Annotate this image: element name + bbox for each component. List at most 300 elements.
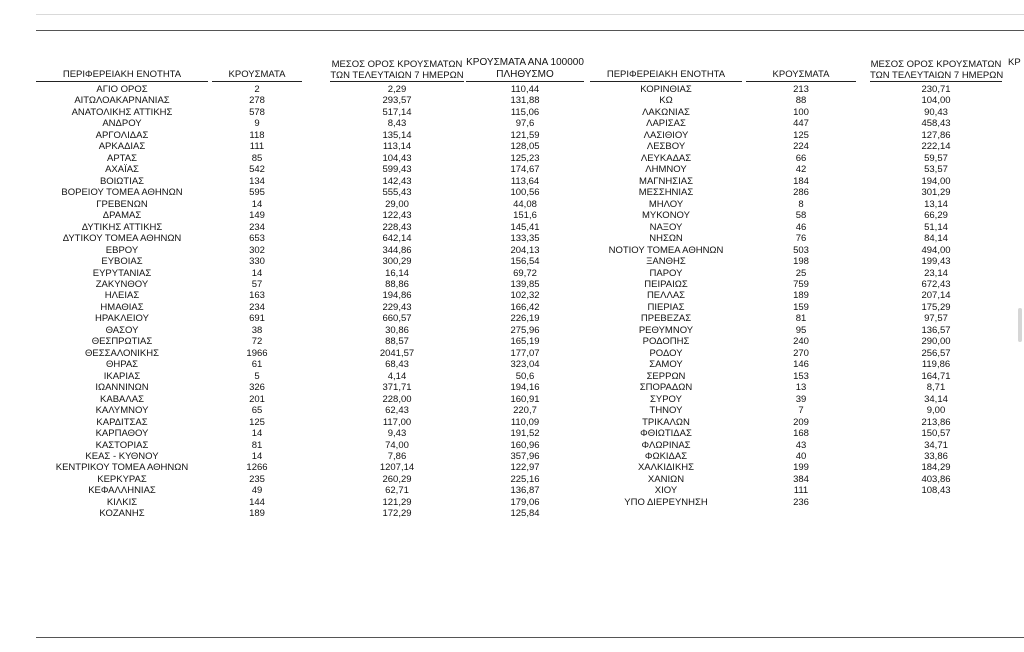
left-region-cell: ΔΥΤΙΚΗΣ ΑΤΤΙΚΗΣ <box>81 221 163 233</box>
table-row <box>0 141 1024 152</box>
left-region-cell: ΑΝΔΡΟΥ <box>102 118 142 130</box>
left-per100k-cell: 225,16 <box>510 473 540 485</box>
right-region-cell: ΠΑΡΟΥ <box>649 267 683 279</box>
left-cases-cell: 14 <box>251 451 263 462</box>
right-avg-cell: 8,71 <box>926 382 946 394</box>
header-underline <box>590 81 742 82</box>
header-cases-left: ΚΡΟΥΣΜΑΤΑ <box>228 69 286 80</box>
header-cases-right: ΚΡΟΥΣΜΑΤΑ <box>772 69 830 80</box>
left-cases-cell: 278 <box>249 95 265 107</box>
left-avg-cell: 517,14 <box>382 106 412 118</box>
right-avg-cell: 53,57 <box>924 164 948 176</box>
left-avg-cell: 7,86 <box>387 451 407 462</box>
right-cases-cell: 146 <box>793 359 809 371</box>
left-avg-cell: 194,86 <box>382 290 412 302</box>
right-cases-cell: 236 <box>793 496 809 508</box>
header-region-right: ΠΕΡΙΦΕΡΕΙΑΚΗ ΕΝΟΤΗΤΑ <box>606 69 726 80</box>
left-per100k-cell: 110,44 <box>510 84 540 95</box>
right-region-cell: ΣΕΡΡΩΝ <box>646 370 686 382</box>
left-region-cell: ΑΙΤΩΛΟΑΚΑΡΝΑΝΙΑΣ <box>74 95 170 107</box>
left-avg-cell: 142,43 <box>382 175 412 187</box>
left-region-cell: ΚΑΒΑΛΑΣ <box>100 393 144 405</box>
left-avg-cell: 228,43 <box>382 221 412 233</box>
right-avg-cell: 672,43 <box>921 278 951 290</box>
right-region-cell: ΤΗΝΟΥ <box>649 405 683 417</box>
left-region-cell: ΓΡΕΒΕΝΩΝ <box>96 198 148 210</box>
left-region-cell: ΕΥΡΥΤΑΝΙΑΣ <box>92 267 152 279</box>
right-region-cell: ΜΕΣΣΗΝΙΑΣ <box>638 187 694 199</box>
left-per100k-cell: 191,52 <box>510 428 540 440</box>
right-cases-cell: 286 <box>793 187 809 199</box>
left-cases-cell: 5 <box>254 370 260 382</box>
right-region-cell: ΛΗΜΝΟΥ <box>645 164 687 176</box>
table-row <box>0 359 1024 370</box>
right-cases-cell: 95 <box>795 324 807 336</box>
right-avg-cell: 34,71 <box>924 439 948 451</box>
table-row <box>0 371 1024 382</box>
left-region-cell: ΒΟΙΩΤΙΑΣ <box>99 175 145 187</box>
left-per100k-cell: 160,96 <box>510 439 540 451</box>
left-per100k-cell: 194,16 <box>510 382 540 394</box>
right-avg-cell: 301,29 <box>921 187 951 199</box>
left-region-cell: ΗΡΑΚΛΕΙΟΥ <box>95 313 149 325</box>
left-region-cell: ΚΕΝΤΡΙΚΟΥ ΤΟΜΕΑ ΑΘΗΝΩΝ <box>55 462 189 474</box>
left-region-cell: ΚΕΡΚΥΡΑΣ <box>97 473 147 485</box>
left-per100k-cell: 133,35 <box>510 233 540 245</box>
left-region-cell: ΑΡΓΟΛΙΔΑΣ <box>95 129 149 141</box>
left-per100k-cell: 165,19 <box>510 336 540 348</box>
left-avg-cell: 228,00 <box>382 393 412 405</box>
table-row <box>0 405 1024 416</box>
left-region-cell: ΙΚΑΡΙΑΣ <box>103 370 141 382</box>
left-avg-cell: 135,14 <box>382 129 412 141</box>
left-per100k-cell: 128,05 <box>510 141 540 153</box>
table-row <box>0 290 1024 301</box>
table-row <box>0 313 1024 324</box>
header-region-left: ΠΕΡΙΦΕΡΕΙΑΚΗ ΕΝΟΤΗΤΑ <box>62 69 182 80</box>
table-row <box>0 382 1024 393</box>
left-per100k-cell: 115,06 <box>510 106 540 118</box>
left-avg-cell: 555,43 <box>382 187 412 199</box>
left-cases-cell: 49 <box>251 485 263 497</box>
table-row <box>0 394 1024 405</box>
right-region-cell: ΠΙΕΡΙΑΣ <box>647 301 685 313</box>
left-cases-cell: 9 <box>254 118 260 130</box>
left-cases-cell: 595 <box>249 187 265 199</box>
right-region-cell: ΣΑΜΟΥ <box>649 359 683 371</box>
right-region-cell: ΥΠΟ ΔΙΕΡΕΥΝΗΣΗ <box>624 496 708 508</box>
right-region-cell: ΣΥΡΟΥ <box>650 393 682 405</box>
right-cases-cell: 270 <box>793 347 809 359</box>
left-per100k-cell: 50,6 <box>515 370 535 382</box>
left-per100k-cell: 139,85 <box>510 278 540 290</box>
right-cases-cell: 25 <box>795 267 807 279</box>
left-region-cell: ΚΑΣΤΟΡΙΑΣ <box>95 439 149 451</box>
right-avg-cell: 66,29 <box>924 210 948 222</box>
right-avg-cell: 199,43 <box>921 256 951 268</box>
right-region-cell: ΛΑΡΙΣΑΣ <box>646 118 686 130</box>
left-cases-cell: 14 <box>251 428 263 440</box>
left-avg-cell: 74,00 <box>385 439 409 451</box>
table-row <box>0 485 1024 496</box>
right-region-cell: ΧΙΟΥ <box>654 485 678 497</box>
table-row <box>0 107 1024 118</box>
right-avg-cell: 222,14 <box>921 141 951 153</box>
right-cases-cell: 39 <box>795 393 807 405</box>
right-avg-cell: 403,86 <box>921 473 951 485</box>
left-cases-cell: 149 <box>249 210 265 222</box>
right-cases-cell: 66 <box>795 152 807 164</box>
right-cases-cell: 8 <box>798 198 804 210</box>
left-region-cell: ΚΑΡΠΑΘΟΥ <box>95 428 149 440</box>
left-avg-cell: 122,43 <box>382 210 412 222</box>
right-cases-cell: 7 <box>798 405 804 417</box>
right-region-cell: ΚΩ <box>659 95 673 107</box>
left-avg-cell: 2,29 <box>387 84 407 95</box>
right-cases-cell: 224 <box>793 141 809 153</box>
table-row <box>0 222 1024 233</box>
right-avg-cell: 104,00 <box>921 95 951 107</box>
left-cases-cell: 118 <box>249 129 265 141</box>
right-avg-cell: 34,14 <box>924 393 948 405</box>
table-row <box>0 440 1024 451</box>
left-avg-cell: 344,86 <box>382 244 412 256</box>
header-underline <box>36 81 208 82</box>
right-cases-cell: 42 <box>795 164 807 176</box>
right-cases-cell: 76 <box>795 233 807 245</box>
table-row <box>0 233 1024 244</box>
left-per100k-cell: 113,64 <box>510 175 540 187</box>
left-per100k-cell: 179,06 <box>510 496 540 508</box>
left-per100k-cell: 323,04 <box>510 359 540 371</box>
bottom-divider <box>36 637 1024 638</box>
header-per100k-line2: ΠΛΗΘΥΣΜΟ <box>496 69 554 80</box>
left-cases-cell: 691 <box>249 313 265 325</box>
table-row <box>0 199 1024 210</box>
right-cases-cell: 46 <box>795 221 807 233</box>
right-avg-cell: 494,00 <box>921 244 951 256</box>
table-row <box>0 497 1024 508</box>
right-avg-cell: 90,43 <box>924 106 948 118</box>
left-avg-cell: 8,43 <box>387 118 407 130</box>
left-avg-cell: 104,43 <box>382 152 412 164</box>
left-per100k-cell: 100,56 <box>510 187 540 199</box>
right-cases-cell: 184 <box>793 175 809 187</box>
right-cases-cell: 189 <box>793 290 809 302</box>
table-row <box>0 348 1024 359</box>
left-region-cell: ΗΜΑΘΙΑΣ <box>100 301 144 313</box>
right-cases-cell: 153 <box>793 370 809 382</box>
table-row <box>0 176 1024 187</box>
header-per100k-line1: ΚΡΟΥΣΜΑΤΑ ΑΝΑ 100000 <box>466 57 584 68</box>
left-region-cell: ΒΟΡΕΙΟΥ ΤΟΜΕΑ ΑΘΗΝΩΝ <box>61 187 183 199</box>
right-avg-cell: 23,14 <box>924 267 948 279</box>
left-region-cell: ΚΙΛΚΙΣ <box>106 496 138 508</box>
left-region-cell: ΚΟΖΑΝΗΣ <box>99 508 145 520</box>
right-region-cell: ΦΛΩΡΙΝΑΣ <box>641 439 691 451</box>
right-region-cell: ΠΕΙΡΑΙΩΣ <box>644 278 688 290</box>
right-cases-cell: 384 <box>793 473 809 485</box>
left-cases-cell: 14 <box>251 198 263 210</box>
table-row <box>0 325 1024 336</box>
left-avg-cell: 642,14 <box>382 233 412 245</box>
left-per100k-cell: 151,6 <box>513 210 537 222</box>
right-cases-cell: 759 <box>793 278 809 290</box>
right-avg-cell: 127,86 <box>921 129 951 141</box>
left-cases-cell: 201 <box>249 393 265 405</box>
table-row <box>0 451 1024 462</box>
left-cases-cell: 1966 <box>246 347 268 359</box>
left-avg-cell: 117,00 <box>382 416 412 428</box>
left-cases-cell: 14 <box>251 267 263 279</box>
right-cases-cell: 88 <box>795 95 807 107</box>
right-cases-cell: 503 <box>793 244 809 256</box>
table-row <box>0 187 1024 198</box>
left-per100k-cell: 125,84 <box>510 508 540 520</box>
left-per100k-cell: 177,07 <box>510 347 540 359</box>
right-avg-cell: 207,14 <box>921 290 951 302</box>
table-row <box>0 508 1024 519</box>
left-per100k-cell: 97,6 <box>515 118 535 130</box>
right-avg-cell: 108,43 <box>921 485 951 497</box>
table-row <box>0 268 1024 279</box>
left-region-cell: ΘΕΣΣΑΛΟΝΙΚΗΣ <box>85 347 159 359</box>
right-region-cell: ΝΑΞΟΥ <box>649 221 683 233</box>
data-table <box>0 84 1024 520</box>
right-region-cell: ΚΟΡΙΝΘΙΑΣ <box>640 84 692 95</box>
left-per100k-cell: 357,96 <box>510 451 540 462</box>
header-avg-line1-left: ΜΕΣΟΣ ΟΡΟΣ ΚΡΟΥΣΜΑΤΩΝ <box>331 59 463 70</box>
right-avg-cell: 84,14 <box>924 233 948 245</box>
right-avg-cell: 230,71 <box>921 84 951 95</box>
left-avg-cell: 113,14 <box>382 141 412 153</box>
right-cases-cell: 58 <box>795 210 807 222</box>
left-cases-cell: 326 <box>249 382 265 394</box>
right-avg-cell: 213,86 <box>921 416 951 428</box>
left-per100k-cell: 102,32 <box>510 290 540 302</box>
left-avg-cell: 9,43 <box>387 428 407 440</box>
header-underline <box>870 81 1002 82</box>
right-region-cell: ΛΕΥΚΑΔΑΣ <box>640 152 692 164</box>
left-per100k-cell: 110,09 <box>510 416 540 428</box>
right-region-cell: ΡΟΔΟΠΗΣ <box>642 336 690 348</box>
left-per100k-cell: 275,96 <box>510 324 540 336</box>
left-cases-cell: 1266 <box>246 462 268 474</box>
left-region-cell: ΑΓΙΟ ΟΡΟΣ <box>96 84 148 95</box>
header-avg-line2-left: ΤΩΝ ΤΕΛΕΥΤΑΙΩΝ 7 ΗΜΕΡΩΝ <box>330 70 464 81</box>
header-avg-line2-right: ΤΩΝ ΤΕΛΕΥΤΑΙΩΝ 7 ΗΜΕΡΩΝ <box>870 70 1004 81</box>
right-avg-cell: 290,00 <box>921 336 951 348</box>
table-row <box>0 210 1024 221</box>
right-region-cell: ΠΡΕΒΕΖΑΣ <box>640 313 692 325</box>
right-cases-cell: 240 <box>793 336 809 348</box>
left-per100k-cell: 121,59 <box>510 129 540 141</box>
right-region-cell: ΛΑΣΙΘΙΟΥ <box>643 129 689 141</box>
right-cases-cell: 40 <box>795 451 807 462</box>
right-region-cell: ΠΕΛΛΑΣ <box>646 290 686 302</box>
right-cases-cell: 168 <box>793 428 809 440</box>
left-per100k-cell: 174,67 <box>510 164 540 176</box>
left-per100k-cell: 136,87 <box>510 485 540 497</box>
right-avg-cell: 458,43 <box>921 118 951 130</box>
left-cases-cell: 111 <box>249 141 265 153</box>
left-avg-cell: 293,57 <box>382 95 412 107</box>
header-avg-line1-right: ΜΕΣΟΣ ΟΡΟΣ ΚΡΟΥΣΜΑΤΩΝ <box>870 59 1002 70</box>
left-region-cell: ΑΡΚΑΔΙΑΣ <box>98 141 146 153</box>
right-avg-cell: 150,57 <box>921 428 951 440</box>
left-avg-cell: 599,43 <box>382 164 412 176</box>
left-avg-cell: 1207,14 <box>379 462 415 474</box>
right-region-cell: ΤΡΙΚΑΛΩΝ <box>642 416 690 428</box>
table-row <box>0 417 1024 428</box>
right-cases-cell: 81 <box>795 313 807 325</box>
right-avg-cell: 175,29 <box>921 301 951 313</box>
table-row <box>0 474 1024 485</box>
left-cases-cell: 542 <box>249 164 265 176</box>
right-region-cell: ΛΕΣΒΟΥ <box>646 141 686 153</box>
table-row <box>0 118 1024 129</box>
left-avg-cell: 30,86 <box>385 324 409 336</box>
right-region-cell: ΛΑΚΩΝΙΑΣ <box>642 106 690 118</box>
left-region-cell: ΔΥΤΙΚΟΥ ΤΟΜΕΑ ΑΘΗΝΩΝ <box>62 233 182 245</box>
right-avg-cell: 9,00 <box>926 405 946 417</box>
left-cases-cell: 578 <box>249 106 265 118</box>
right-region-cell: ΝΟΤΙΟΥ ΤΟΜΕΑ ΑΘΗΝΩΝ <box>608 244 724 256</box>
left-avg-cell: 229,43 <box>382 301 412 313</box>
right-region-cell: ΣΠΟΡΑΔΩΝ <box>639 382 693 394</box>
left-region-cell: ΘΑΣΟΥ <box>105 324 139 336</box>
right-cases-cell: 111 <box>793 485 809 497</box>
right-cases-cell: 447 <box>793 118 809 130</box>
right-cases-cell: 159 <box>793 301 809 313</box>
left-region-cell: ΖΑΚΥΝΘΟΥ <box>95 278 149 290</box>
header-underline <box>746 81 856 82</box>
table-row <box>0 256 1024 267</box>
right-avg-cell: 256,57 <box>921 347 951 359</box>
right-cases-cell: 125 <box>793 129 809 141</box>
left-region-cell: ΚΕΑΣ - ΚΥΘΝΟΥ <box>85 451 159 462</box>
header-underline <box>330 81 464 82</box>
left-per100k-cell: 156,54 <box>510 256 540 268</box>
left-cases-cell: 302 <box>249 244 265 256</box>
right-region-cell: ΞΑΝΘΗΣ <box>646 256 686 268</box>
left-avg-cell: 68,43 <box>385 359 409 371</box>
left-region-cell: ΗΛΕΙΑΣ <box>104 290 140 302</box>
left-per100k-cell: 160,91 <box>510 393 540 405</box>
left-cases-cell: 65 <box>251 405 263 417</box>
left-per100k-cell: 122,97 <box>510 462 540 474</box>
left-per100k-cell: 131,88 <box>510 95 540 107</box>
left-region-cell: ΙΩΑΝΝΙΝΩΝ <box>95 382 149 394</box>
table-row <box>0 130 1024 141</box>
left-cases-cell: 38 <box>251 324 263 336</box>
left-cases-cell: 235 <box>249 473 265 485</box>
left-region-cell: ΑΡΤΑΣ <box>107 152 137 164</box>
right-avg-cell: 164,71 <box>921 370 951 382</box>
right-cases-cell: 198 <box>793 256 809 268</box>
table-row <box>0 279 1024 290</box>
left-cases-cell: 189 <box>249 508 265 520</box>
left-avg-cell: 88,86 <box>385 278 409 290</box>
left-avg-cell: 4,14 <box>387 370 407 382</box>
right-cases-cell: 43 <box>795 439 807 451</box>
right-cases-cell: 100 <box>793 106 809 118</box>
left-cases-cell: 163 <box>249 290 265 302</box>
right-region-cell: ΜΑΓΝΗΣΙΑΣ <box>639 175 693 187</box>
left-cases-cell: 85 <box>251 152 263 164</box>
left-cases-cell: 653 <box>249 233 265 245</box>
table-row <box>0 84 1024 95</box>
table-row <box>0 164 1024 175</box>
left-cases-cell: 330 <box>249 256 265 268</box>
right-avg-cell: 97,57 <box>924 313 948 325</box>
left-cases-cell: 72 <box>251 336 263 348</box>
left-cases-cell: 57 <box>251 278 263 290</box>
left-avg-cell: 371,71 <box>382 382 412 394</box>
table-row <box>0 428 1024 439</box>
right-cases-cell: 199 <box>793 462 809 474</box>
table-row <box>0 95 1024 106</box>
right-region-cell: ΡΟΔΟΥ <box>649 347 683 359</box>
left-per100k-cell: 166,42 <box>510 301 540 313</box>
left-region-cell: ΚΑΡΔΙΤΣΑΣ <box>96 416 148 428</box>
table-row <box>0 153 1024 164</box>
right-cases-cell: 13 <box>795 382 807 394</box>
left-avg-cell: 300,29 <box>382 256 412 268</box>
left-per100k-cell: 145,41 <box>510 221 540 233</box>
left-avg-cell: 29,00 <box>385 198 409 210</box>
left-per100k-cell: 44,08 <box>513 198 537 210</box>
left-avg-cell: 2041,57 <box>379 347 415 359</box>
table-row <box>0 336 1024 347</box>
left-avg-cell: 260,29 <box>382 473 412 485</box>
left-per100k-cell: 220,7 <box>513 405 537 417</box>
right-region-cell: ΦΘΙΩΤΙΔΑΣ <box>640 428 692 440</box>
right-region-cell: ΝΗΣΩΝ <box>649 233 683 245</box>
right-cases-cell: 213 <box>793 84 809 95</box>
top-divider-light <box>36 14 1024 15</box>
left-region-cell: ΕΥΒΟΙΑΣ <box>101 256 143 268</box>
right-avg-cell: 13,14 <box>924 198 948 210</box>
top-divider <box>36 30 1024 31</box>
left-cases-cell: 81 <box>251 439 263 451</box>
table-row <box>0 302 1024 313</box>
left-region-cell: ΚΑΛΥΜΝΟΥ <box>95 405 149 417</box>
left-region-cell: ΑΝΑΤΟΛΙΚΗΣ ΑΤΤΙΚΗΣ <box>71 106 173 118</box>
right-region-cell: ΜΥΚΟΝΟΥ <box>642 210 690 222</box>
left-avg-cell: 172,29 <box>382 508 412 520</box>
right-region-cell: ΦΩΚΙΔΑΣ <box>644 451 688 462</box>
table-row <box>0 245 1024 256</box>
left-region-cell: ΘΗΡΑΣ <box>105 359 139 371</box>
left-per100k-cell: 204,13 <box>510 244 540 256</box>
header-underline <box>212 81 302 82</box>
left-avg-cell: 121,29 <box>382 496 412 508</box>
left-cases-cell: 234 <box>249 221 265 233</box>
right-region-cell: ΧΑΛΚΙΔΙΚΗΣ <box>637 462 695 474</box>
right-avg-cell: 136,57 <box>921 324 951 336</box>
left-region-cell: ΘΕΣΠΡΩΤΙΑΣ <box>91 336 153 348</box>
right-avg-cell: 194,00 <box>921 175 951 187</box>
right-cases-cell: 209 <box>793 416 809 428</box>
table-row <box>0 462 1024 473</box>
left-region-cell: ΕΒΡΟΥ <box>105 244 139 256</box>
left-cases-cell: 144 <box>249 496 265 508</box>
left-region-cell: ΚΕΦΑΛΛΗΝΙΑΣ <box>88 485 156 497</box>
right-avg-cell: 51,14 <box>924 221 948 233</box>
left-cases-cell: 125 <box>249 416 265 428</box>
header-cut-off: ΚΡ <box>1008 57 1021 68</box>
